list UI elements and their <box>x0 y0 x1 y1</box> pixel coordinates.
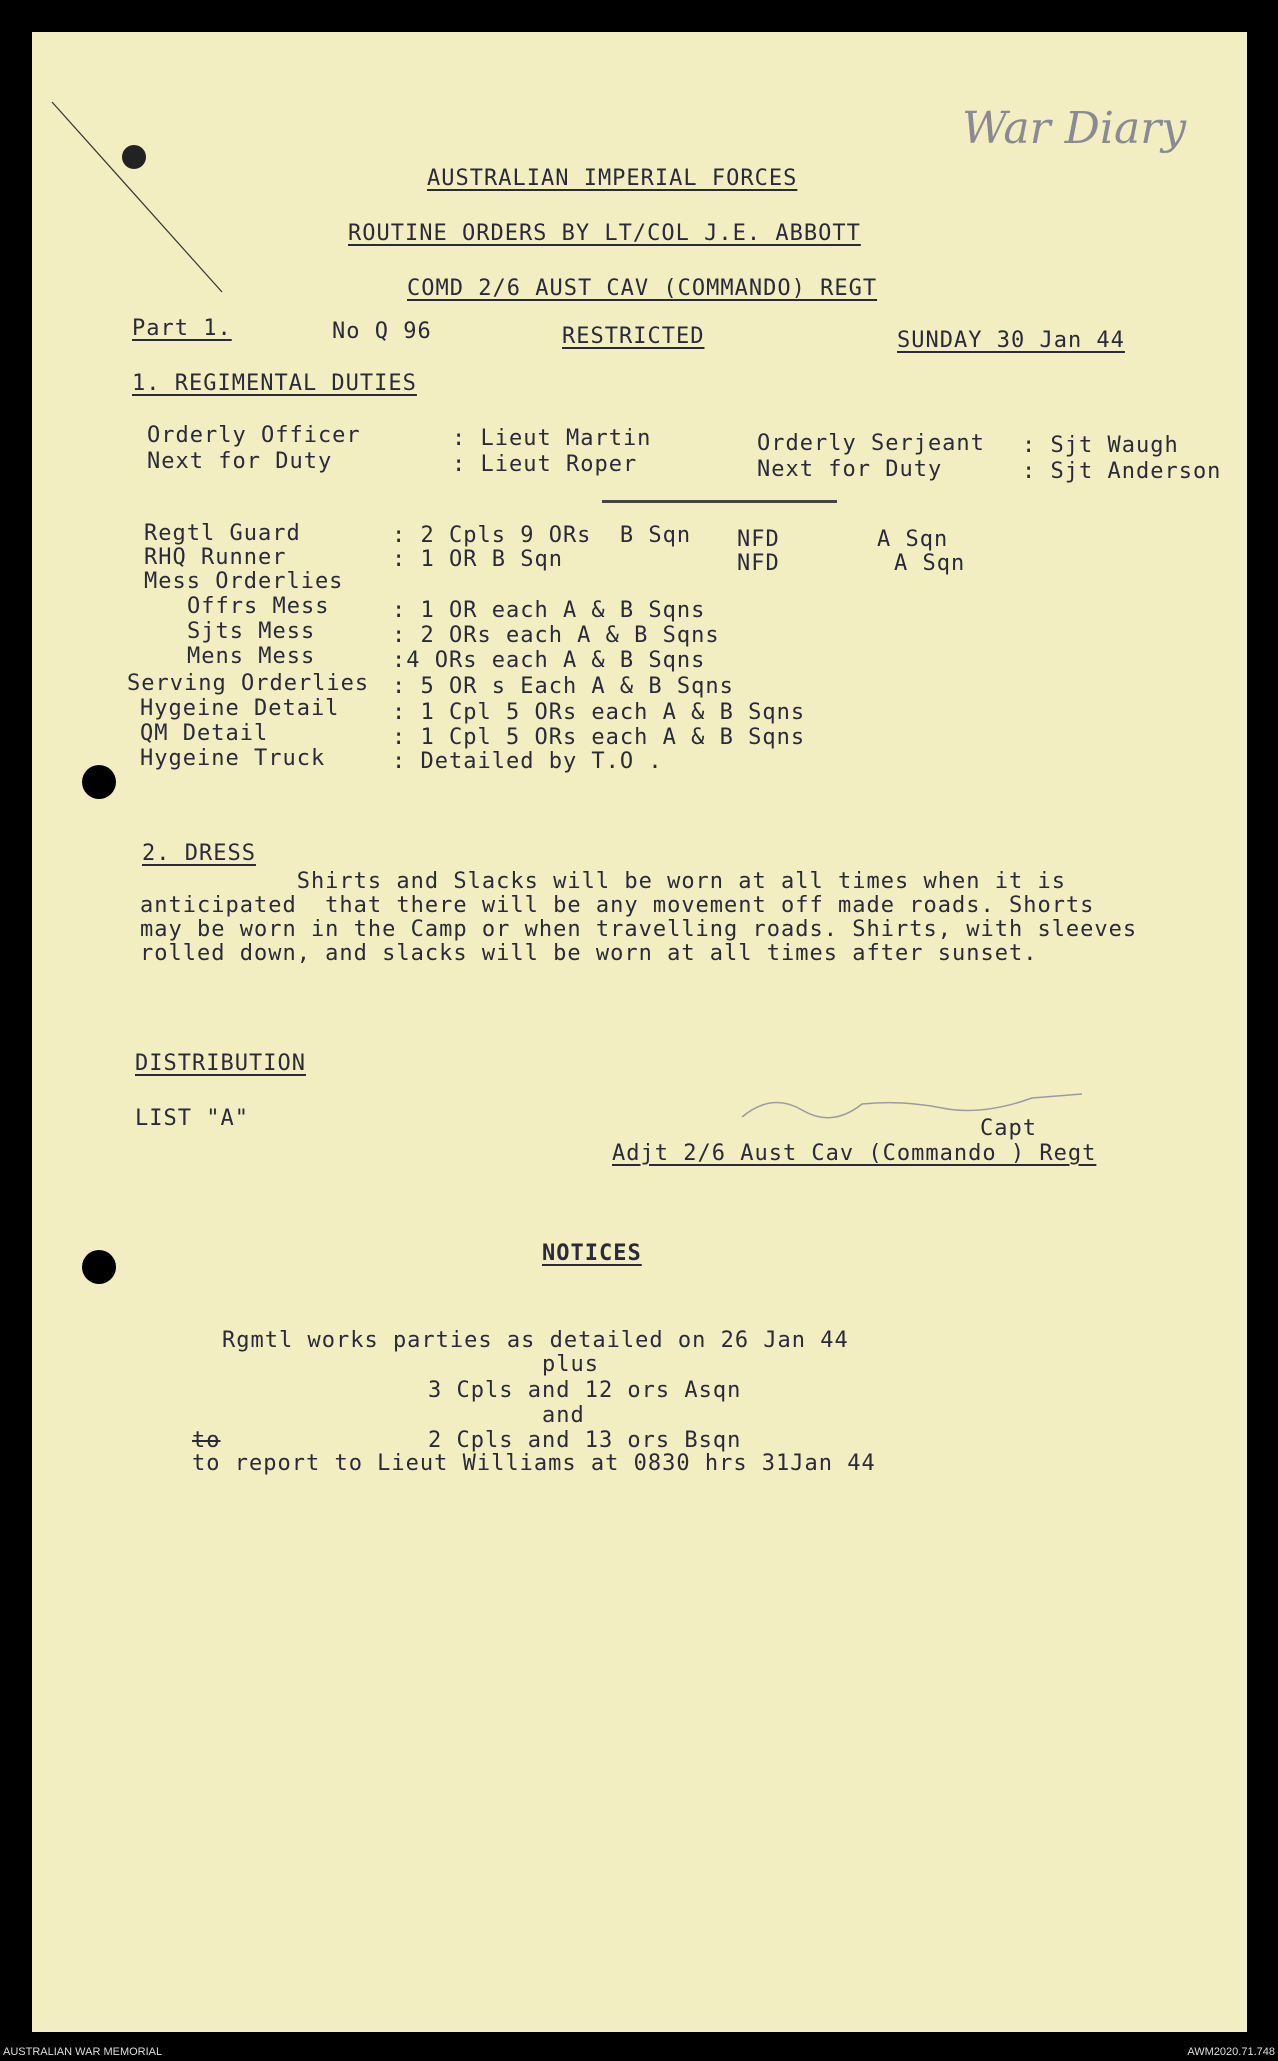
signature-rank: Capt <box>980 1116 1037 1141</box>
duty-value: :4 ORs each A & B Sqns <box>392 648 706 673</box>
notice-line: plus <box>542 1352 599 1377</box>
notice-line: Rgmtl works parties as detailed on 26 Jan 44 <box>222 1328 849 1353</box>
dress-line: rolled down, and slacks will be worn at all times after sunset. <box>140 941 1038 966</box>
distribution-heading: DISTRIBUTION <box>135 1051 306 1076</box>
header-line-2: ROUTINE ORDERS BY LT/COL J.E. ABBOTT <box>348 221 861 246</box>
orderly-serjeant-value: : Sjt Waugh <box>1022 433 1179 458</box>
notice-line: and <box>542 1403 585 1428</box>
next-for-duty-2-value: : Sjt Anderson <box>1022 459 1222 484</box>
notices-heading: NOTICES <box>542 1241 642 1266</box>
nfd-value: A Sqn <box>894 551 966 576</box>
duty-value: : 2 Cpls 9 ORs B Sqn <box>392 523 692 548</box>
struck-word: to <box>192 1428 221 1453</box>
duty-label: Hygeine Truck <box>140 746 326 771</box>
classification: RESTRICTED <box>562 324 705 349</box>
punch-hole <box>82 1250 116 1284</box>
nfd-label: NFD <box>737 527 780 552</box>
nfd-label: NFD <box>737 551 780 576</box>
notice-line: to report to Lieut Williams at 0830 hrs 31Jan 44 <box>192 1451 876 1476</box>
footer-credit: AUSTRALIAN WAR MEMORIAL <box>3 2046 163 2058</box>
duty-value: : 2 ORs each A & B Sqns <box>392 623 720 648</box>
part-number: Part 1. <box>132 316 232 341</box>
header-line-1: AUSTRALIAN IMPERIAL FORCES <box>427 166 798 191</box>
next-for-duty-label: Next for Duty <box>147 449 333 474</box>
order-date: SUNDAY 30 Jan 44 <box>897 328 1125 353</box>
dress-line: anticipated that there will be any movement off made roads. Shorts <box>140 893 1095 918</box>
duty-value: : 5 OR s Each A & B Sqns <box>392 674 734 699</box>
duty-value: : 1 Cpl 5 ORs each A & B Sqns <box>392 725 806 750</box>
signature <box>732 1082 1092 1132</box>
notice-line: 3 Cpls and 12 ors Asqn <box>428 1378 742 1403</box>
orderly-serjeant-label: Orderly Serjeant <box>757 431 985 456</box>
header-line-3: COMD 2/6 AUST CAV (COMMANDO) REGT <box>407 276 878 301</box>
duty-label: RHQ Runner <box>144 545 287 570</box>
pin-hole-mark <box>42 62 232 302</box>
next-for-duty-2-label: Next for Duty <box>757 457 943 482</box>
duty-value: : Detailed by T.O . <box>392 749 663 774</box>
footer-reference: AWM2020.71.748 <box>1187 2046 1275 2058</box>
distribution-list: LIST "A" <box>135 1106 249 1131</box>
document-page <box>32 32 1247 2032</box>
duty-value: : 1 OR each A & B Sqns <box>392 598 706 623</box>
nfd-value: A Sqn <box>877 527 949 552</box>
duty-label: Mens Mess <box>187 644 316 669</box>
orderly-officer-label: Orderly Officer <box>147 423 361 448</box>
dress-line: may be worn in the Camp or when travelling roads. Shirts, with sleeves <box>140 917 1138 942</box>
duty-value: : 1 OR B Sqn <box>392 547 563 572</box>
section-1-heading: 1. REGIMENTAL DUTIES <box>132 371 417 396</box>
punch-hole <box>82 765 116 799</box>
duty-label: Mess Orderlies <box>144 569 344 594</box>
duty-label: Hygeine Detail <box>140 696 340 721</box>
next-for-duty-value: : Lieut Roper <box>452 452 638 477</box>
orderly-officer-value: : Lieut Martin <box>452 426 652 451</box>
duty-label: Regtl Guard <box>144 521 301 546</box>
duty-label: Serving Orderlies <box>127 671 370 696</box>
divider <box>602 500 837 503</box>
duty-label: QM Detail <box>140 721 269 746</box>
order-number: No Q 96 <box>332 319 432 344</box>
handwritten-note: War Diary <box>962 103 1187 154</box>
dress-line: Shirts and Slacks will be worn at all times when it is <box>140 869 1066 894</box>
section-2-heading: 2. DRESS <box>142 841 256 866</box>
duty-label: Offrs Mess <box>187 594 330 619</box>
duty-value: : 1 Cpl 5 ORs each A & B Sqns <box>392 700 806 725</box>
notice-line: 2 Cpls and 13 ors Bsqn <box>428 1428 742 1453</box>
signature-line: Adjt 2/6 Aust Cav (Commando ) Regt <box>612 1141 1097 1166</box>
duty-label: Sjts Mess <box>187 619 316 644</box>
